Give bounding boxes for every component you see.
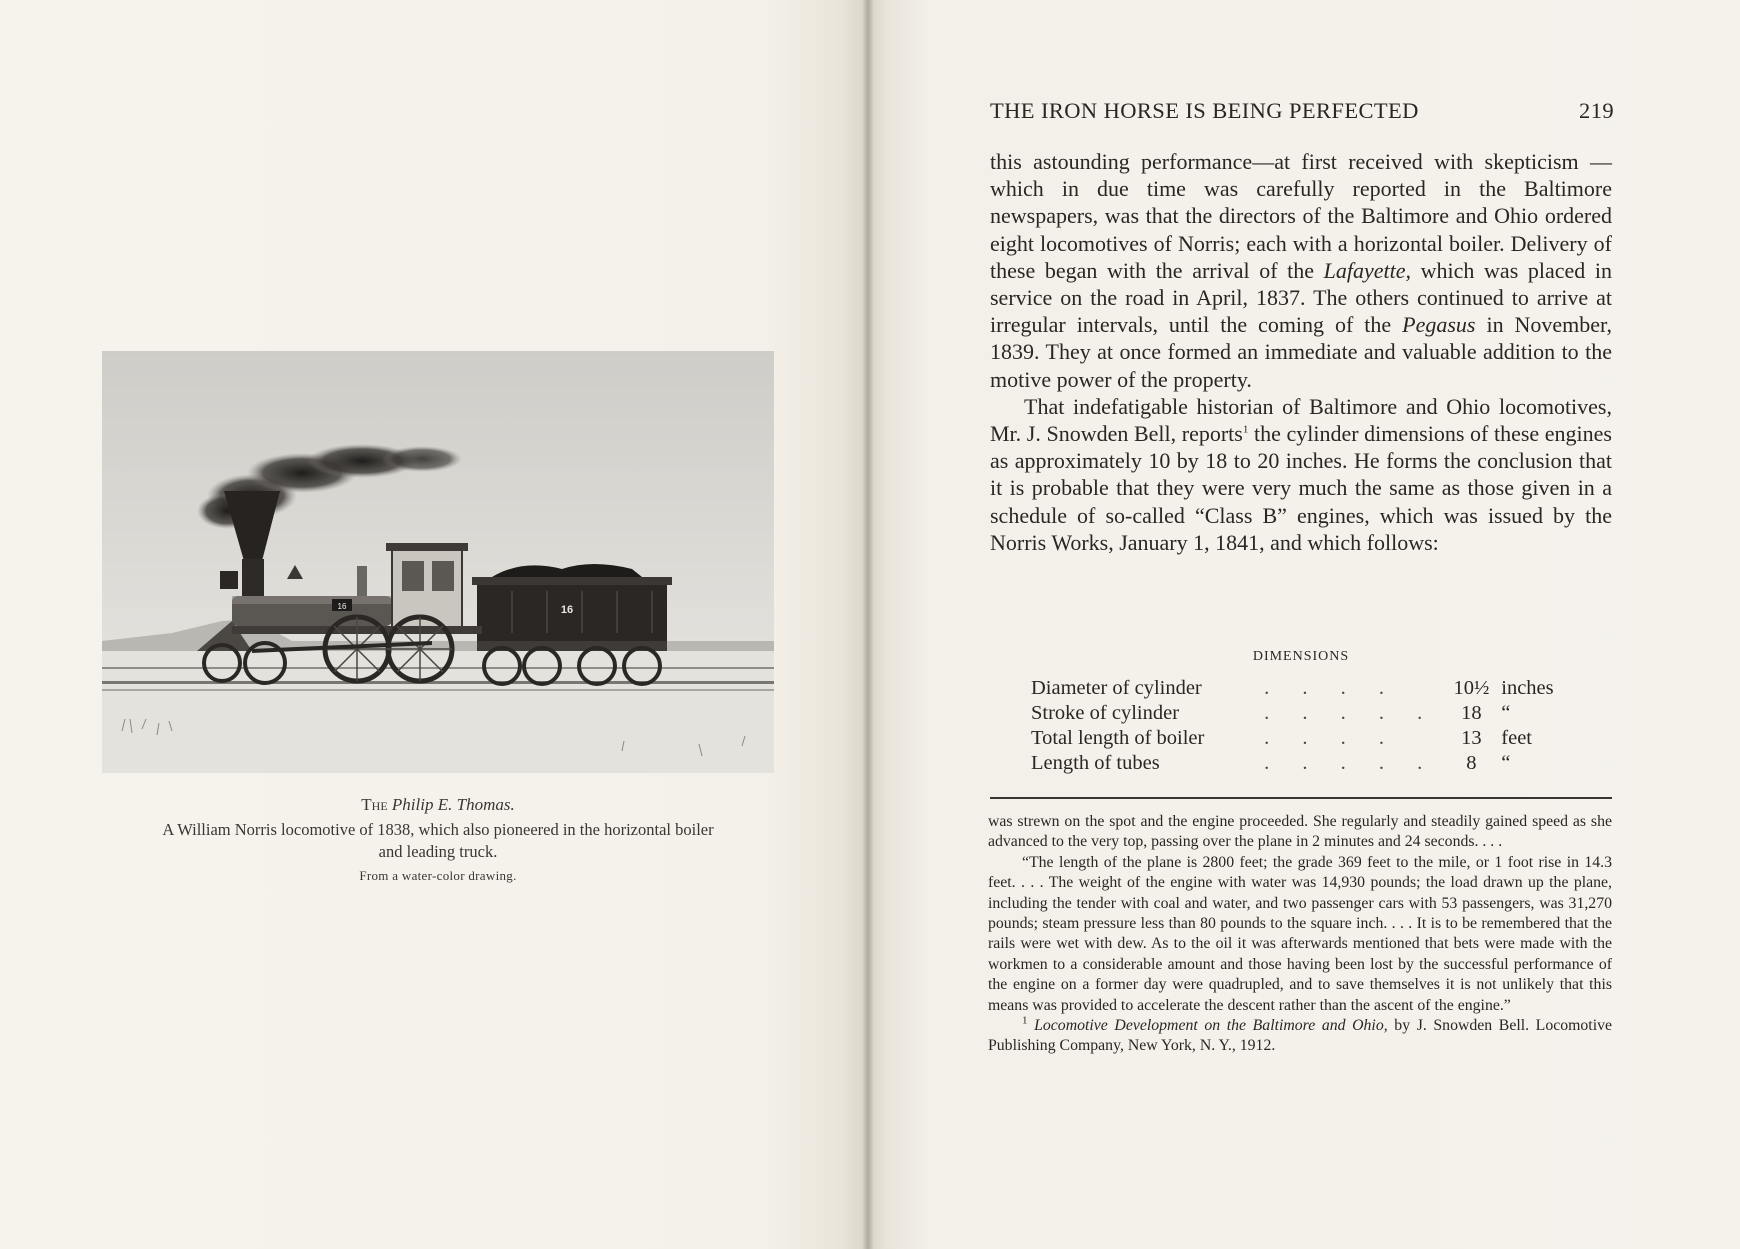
body-text	[990, 148, 1612, 556]
dim-leader: . . . . .	[1264, 752, 1437, 774]
para2-part-a: That indefatigable historian of Baltimore and Ohio locomotives, Mr. J. Snowden Bell, reports	[990, 393, 1612, 447]
plate-caption-body: A William Norris locomotive of 1838, which also pioneered in the horizontal boiler and leading truck.	[162, 820, 714, 861]
footnote-ref: 1	[1242, 423, 1249, 436]
dim-label: Total length of boiler	[1031, 727, 1205, 749]
dimensions-table	[1031, 676, 1571, 776]
headlamp	[220, 571, 238, 589]
dim-leader: . . . .	[1264, 677, 1399, 699]
plate-caption-title	[102, 795, 774, 815]
dim-label: Stroke of cylinder	[1031, 702, 1180, 724]
footnote-ref-title: Locomotive Development on the Baltimore and Ohio,	[1034, 1017, 1388, 1035]
dim-unit: feet	[1501, 727, 1532, 749]
para1-part-b: which was placed in service on the road in April, 1837. The others continued to arrive at irregular intervals, until the coming of the	[990, 257, 1613, 338]
para1-lafayette: Lafayette,	[1323, 257, 1412, 283]
caption-title-name: Philip E. Thomas.	[391, 795, 515, 814]
dim-leader: . . . . .	[1264, 702, 1437, 724]
dim-unit: inches	[1501, 677, 1554, 699]
footnote-quote: “The length of the plane is 2800 feet; the grade 369 feet to the mile, or 1 foot rise in 14.3 feet. . . . The weight of the engine with water was 14,930 pounds; the load drawn up the plane, including the tender with coal and water, and two passenger cars with 53 passengers, was 31,270 pounds; steam pressure less than 80 pounds to the square inch. . . . It is to be remembered that the rails were wet with dew. As to the oil it was afterwards mentioned that bets were made with the workmen to a considerable amount and those having been lost by the successful performance of the engine on a former day were quadrupled, and to save themselves it is not unlikely that this means was provided to accelerate the descent rather than the ascent of the engine.”	[988, 853, 1612, 1014]
tender-number: 16	[560, 604, 574, 616]
paragraph-2	[990, 393, 1612, 556]
para1-part-c: in November, 1839. They at once formed an immediate and valuable addition to the motive power of the property.	[990, 312, 1613, 392]
dimensions-row	[1031, 726, 1571, 751]
footnote-continued: was strewn on the spot and the engine proceeded. She regularly and steadily gained speed as she advanced to the very top, passing over the plane in 2 minutes and 24 seconds. . . .	[988, 813, 1612, 851]
dimensions-row	[1031, 751, 1571, 776]
cab-number: 16	[337, 602, 347, 611]
dim-unit: “	[1501, 752, 1511, 774]
paragraph-1	[990, 148, 1612, 393]
dimensions-row	[1031, 676, 1571, 701]
dim-leader: . . . .	[1264, 727, 1399, 749]
dim-unit: “	[1501, 702, 1511, 724]
dim-value: 13	[1461, 727, 1482, 749]
dimensions-row	[1031, 701, 1571, 726]
dim-value: 10½	[1453, 677, 1490, 699]
footnotes	[988, 812, 1612, 1057]
para2-part-b: the cylinder dimensions of these engines as approximately 10 by 18 to 20 inches. He forms the conclusion that it is probable that they were very much the same as those given in a schedule of so-called “Class B” engines, which was issued by the Norris Works, January 1, 1841, and which follows:	[990, 421, 1612, 555]
plate-caption-source: From a water-color drawing.	[359, 868, 517, 883]
dim-value: 8	[1466, 752, 1477, 774]
caption-title-prefix: The	[361, 795, 388, 814]
rail-near	[102, 681, 774, 684]
locomotive-illustration	[102, 351, 774, 773]
footnote-rule	[990, 797, 1612, 799]
para1-pegasus: Pegasus	[1402, 312, 1476, 338]
para1-part-a: this astounding performance—at first received with skepticism —which in due time was carefully reported in the Baltimore newspapers, was that the directors of the Baltimore and Ohio ordered eight locomotives of Norris; each with a horizontal boiler. Delivery of these began with the arrival of the	[990, 149, 1612, 283]
page-number: 219	[1579, 98, 1614, 123]
dim-label: Length of tubes	[1031, 752, 1160, 774]
footnote-reference	[988, 1016, 1612, 1057]
dimensions-heading: DIMENSIONS	[1252, 649, 1350, 664]
footnote-mark: 1	[1022, 1014, 1028, 1027]
footnote-ref-rest: by J. Snowden Bell. Locomotive Publishing Company, New York, N. Y., 1912.	[988, 1017, 1612, 1055]
running-head	[990, 98, 1614, 124]
dim-label: Diameter of cylinder	[1031, 677, 1202, 699]
book-gutter	[862, 0, 874, 1249]
dim-value: 18	[1461, 702, 1482, 724]
running-head-title: THE IRON HORSE IS BEING PERFECTED	[990, 98, 1419, 123]
